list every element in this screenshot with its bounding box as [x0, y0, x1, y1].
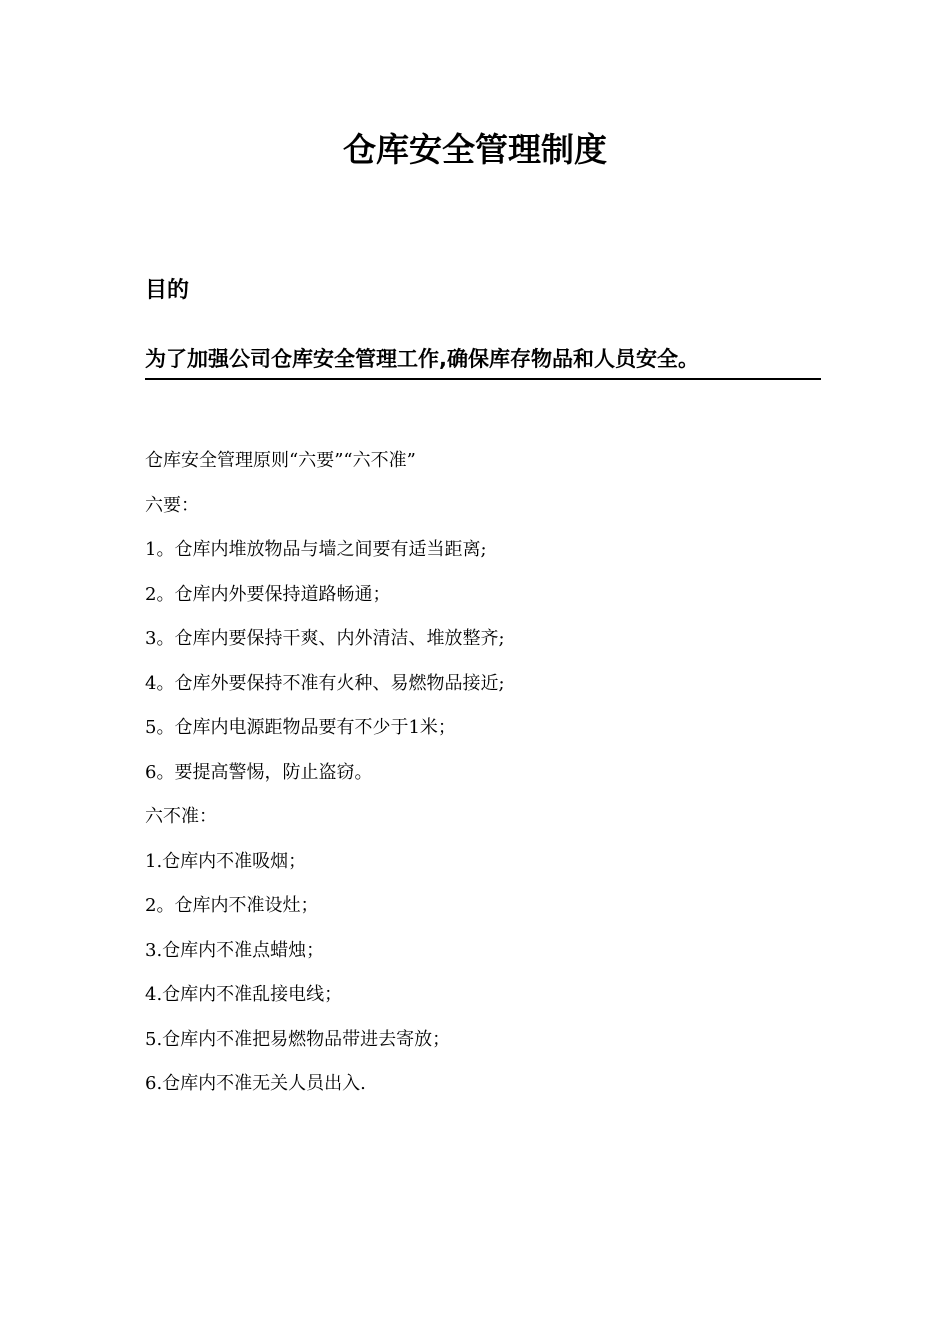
- prohibition-item-5: 5.仓库内不准把易燃物品带进去寄放；: [145, 1028, 451, 1050]
- must-item-1: 1。仓库内堆放物品与墙之间要有适当距离;: [145, 539, 487, 560]
- six-musts-heading: 六要：: [145, 494, 199, 516]
- prohibition-item-2: 2。仓库内不准设灶；: [145, 895, 319, 916]
- must-item-3: 3。仓库内要保持干爽、内外清洁、堆放整齐;: [145, 628, 505, 649]
- purpose-statement: 为了加强公司仓库安全管理工作,确保库存物品和人员安全。: [145, 340, 821, 380]
- must-item-2: 2。仓库内外要保持道路畅通；: [145, 583, 391, 605]
- purpose-heading: 目的: [145, 278, 190, 303]
- must-item-4: 4。仓库外要保持不准有火种、易燃物品接近;: [145, 672, 505, 694]
- must-item-5: 5。仓库内电源距物品要有不少于1米；: [145, 717, 456, 738]
- must-item-6: 6。要提高警惕，防止盗窃。: [145, 761, 373, 783]
- prohibition-item-6: 6.仓库内不准无关人员出入.: [145, 1073, 366, 1094]
- six-prohibitions-heading: 六不准：: [145, 806, 217, 827]
- principle-line: 仓库安全管理原则“六要”“六不准”: [145, 450, 416, 471]
- rules-list: [145, 444, 845, 1112]
- document-title: 仓库安全管理制度: [343, 130, 607, 169]
- prohibition-item-4: 4.仓库内不准乱接电线；: [145, 984, 343, 1005]
- prohibition-item-3: 3.仓库内不准点蜡烛；: [145, 939, 325, 961]
- prohibition-item-1: 1.仓库内不准吸烟；: [145, 850, 307, 872]
